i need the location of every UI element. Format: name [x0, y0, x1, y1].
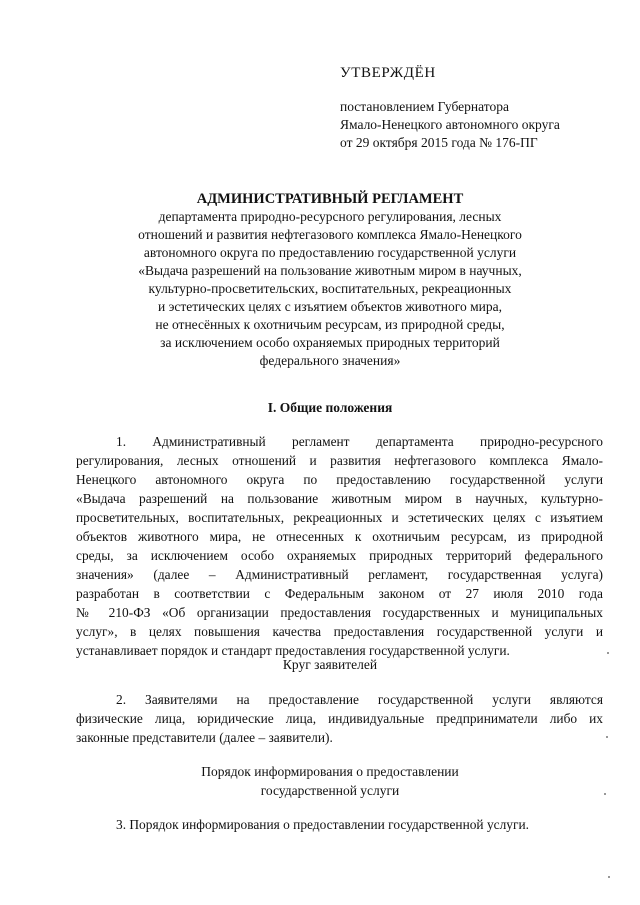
scan-speck: [608, 876, 610, 878]
paragraph-line: законные представители (далее – заявители).: [76, 730, 333, 745]
title-line: не отнесённых к охотничьим ресурсам, из природной среды,: [155, 317, 505, 332]
scan-speck: [607, 652, 609, 654]
approval-line: Ямало-Ненецкого автономного округа: [340, 117, 560, 132]
paragraph-3: [76, 815, 603, 834]
paragraph-line: среды, за исключением особо охраняемых природных территорий федерального: [76, 548, 603, 563]
title-line: и эстетических целях с изъятием объектов животного мира,: [158, 299, 502, 314]
paragraph-line: 1. Административный регламент департамента природно-ресурсного: [116, 434, 603, 449]
title-line: департамента природно-ресурсного регулирования, лесных: [158, 209, 502, 224]
approval-details: [340, 98, 620, 152]
title-line: автономного округа по предоставлению государственной услуги: [143, 245, 517, 260]
paragraph-line: регулирования, лесных отношений и развития нефтегазового комплекса Ямало-: [76, 453, 603, 468]
approved-heading: УТВЕРЖДЁН: [340, 65, 436, 81]
heading-line: Порядок информирования о предоставлении: [201, 764, 459, 779]
title-line: культурно-просветительских, воспитательных, рекреационных: [148, 281, 512, 296]
section-heading-informing: [60, 762, 600, 800]
approval-line: постановлением Губернатора: [340, 99, 509, 114]
paragraph-line: просветительных, воспитательных, рекреационных и эстетических целях с изъятием: [76, 510, 603, 525]
title-line: «Выдача разрешений на пользование животным миром в научных,: [138, 263, 522, 278]
scan-speck: [604, 793, 606, 795]
title-line: отношений и развития нефтегазового комплекса Ямало-Ненецкого: [138, 227, 522, 242]
paragraph-line: 3. Порядок информирования о предоставлении государственной услуги.: [116, 817, 529, 832]
heading-line: государственной услуги: [260, 783, 400, 798]
scan-speck: [606, 736, 608, 738]
section-heading-general: I. Общие положения: [267, 400, 393, 415]
paragraph-line: значения» (далее – Административный регламент, государственная услуга): [76, 567, 603, 582]
paragraph-line: физические лица, юридические лица, индивидуальные предприниматели либо их: [76, 711, 603, 726]
paragraph-line: 2. Заявителями на предоставление государственной услуги являются: [116, 692, 603, 707]
paragraph-line: объектов животного мира, не отнесенных к охотничьим ресурсам, из природной: [76, 529, 603, 544]
paragraph-line: Ненецкого автономного округа по предоставлению государственной услуги: [76, 472, 603, 487]
title-line: федерального значения»: [259, 353, 401, 368]
approval-stamp-block: [340, 64, 620, 152]
paragraph-line: услуг», в целях повышения качества предоставления государственной услуги и: [76, 624, 603, 639]
paragraph-line: устанавливает порядок и стандарт предоставления государственной услуги.: [76, 643, 510, 658]
document-title-block: [60, 190, 600, 370]
paragraph-2: [76, 690, 603, 747]
paragraph-line: № 210-ФЗ «Об организации предоставления государственных и муниципальных: [76, 605, 603, 620]
paragraph-line: «Выдача разрешений на пользование животным миром в научных, культурно-: [76, 491, 603, 506]
approval-line: от 29 октября 2015 года № 176-ПГ: [340, 135, 538, 150]
section-heading-applicants: Круг заявителей: [282, 657, 378, 672]
title-line: за исключением особо охраняемых природных территорий: [160, 335, 500, 350]
paragraph-1: [76, 432, 603, 660]
paragraph-line: разработан в соответствии с Федеральным законом от 27 июля 2010 года: [76, 586, 603, 601]
document-title: АДМИНИСТРАТИВНЫЙ РЕГЛАМЕНТ: [196, 191, 464, 207]
